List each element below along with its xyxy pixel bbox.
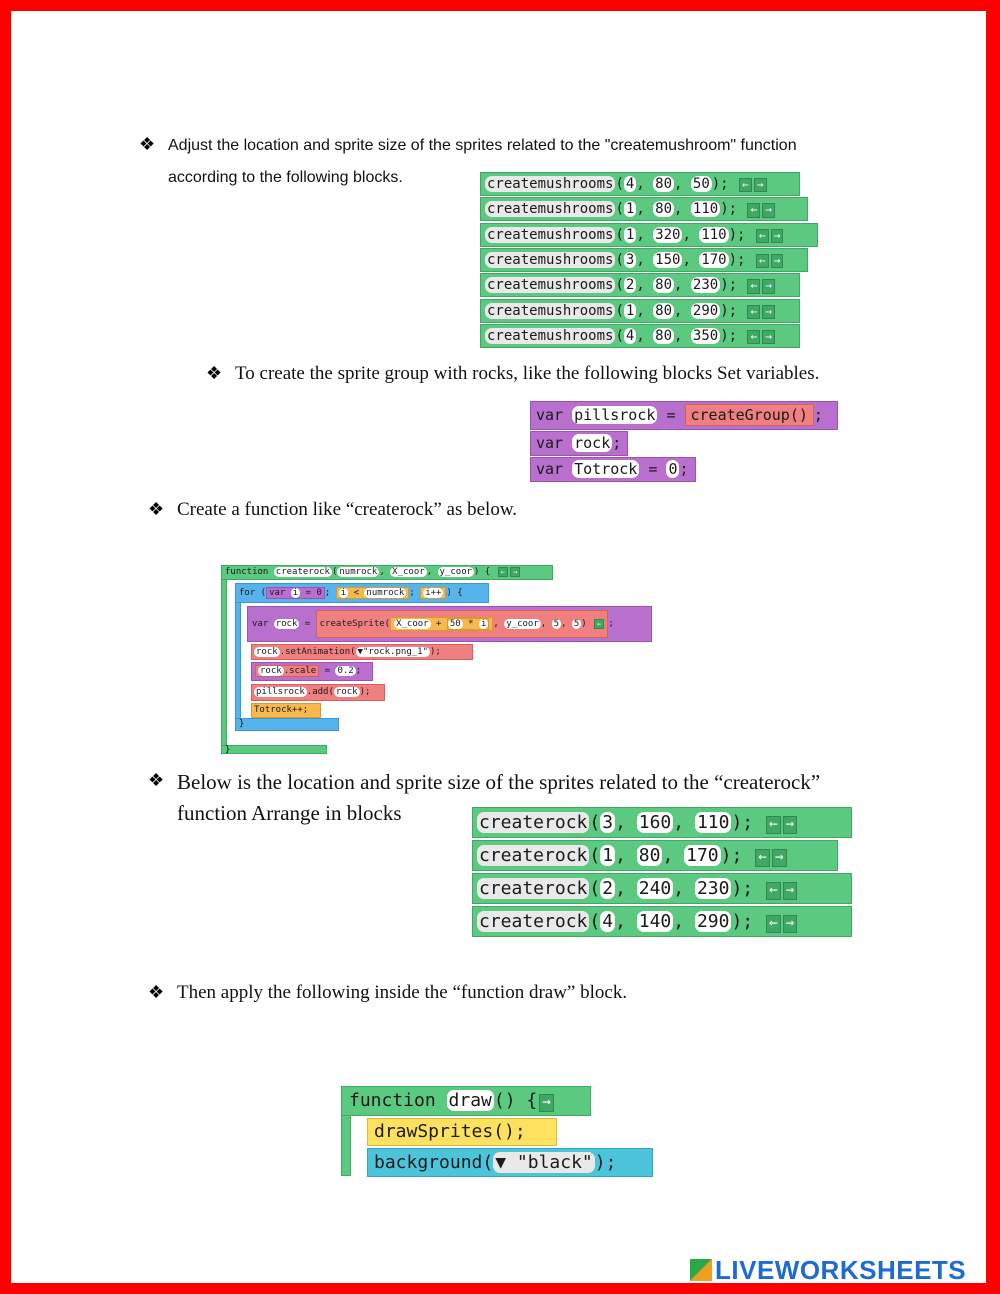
arrow-left-icon[interactable]: ← <box>766 882 781 900</box>
section-2-text: To create the sprite group with rocks, like the following blocks Set variables. <box>235 363 820 384</box>
set-animation-block[interactable]: rock .setAnimation( ▼"rock.png_1" ); <box>251 644 473 660</box>
arrow-right-icon[interactable]: → <box>783 915 798 933</box>
arrow-left-icon[interactable]: ← <box>766 915 781 933</box>
arrow-right-icon[interactable]: → <box>754 178 767 192</box>
arrow-left-icon[interactable]: ← <box>739 178 752 192</box>
call-block[interactable]: createmushrooms ( 2 , 80 , 230 ); ← → <box>480 273 800 297</box>
arrow-left-icon[interactable]: ← <box>747 203 760 217</box>
call-block[interactable]: createmushrooms ( 1 , 320 , 110 ); ← → <box>480 223 818 247</box>
call-block[interactable]: createmushrooms ( 1 , 80 , 290 ); ← → <box>480 299 800 323</box>
var-name-pill: rock <box>574 434 611 452</box>
var-name-pill: Totrock <box>574 460 638 478</box>
call-block[interactable]: createmushrooms ( 3 , 150 , 170 ); ← → <box>480 248 808 272</box>
call-block[interactable]: createrock ( 1 , 80 , 170 ); ← → <box>472 840 838 871</box>
var-totrock-block[interactable]: var Totrock = 0 ; <box>530 457 696 482</box>
call-block[interactable]: createmushrooms ( 4 , 80 , 50 ); ← → <box>480 172 800 196</box>
section-1-text-2: according to the following blocks. <box>168 169 403 186</box>
section-1-text: Adjust the location and sprite size of the sprites related to the "createmushroom" function <box>168 137 797 154</box>
create-group-block[interactable]: createGroup() <box>685 404 814 426</box>
arrow-right-icon[interactable]: → <box>762 203 775 217</box>
for-close-block: } <box>235 718 339 731</box>
call-block[interactable]: createrock ( 3 , 160 , 110 ); ← → <box>472 807 852 838</box>
arrow-right-icon[interactable]: → <box>771 254 784 268</box>
draw-function-blocks <box>333 1078 663 1178</box>
arrow-left-icon[interactable]: ← <box>755 849 770 867</box>
liveworksheets-logo: LIVEWORKSHEETS <box>690 1255 966 1286</box>
bullet-icon: ❖ <box>139 134 156 154</box>
arrow-left-icon[interactable]: ← <box>747 305 760 319</box>
var-rock-createsprite-block[interactable]: var rock = createSprite( X_coor + 50 * i , y_coor , 5 , 5 ) ← ; <box>247 606 652 642</box>
arrow-left-icon[interactable]: ← <box>756 254 769 268</box>
arrow-right-icon[interactable]: → <box>771 229 784 243</box>
var-rock-block[interactable]: var rock ; <box>530 431 628 456</box>
function-close-block: } <box>221 745 327 754</box>
background-block[interactable]: background( ▼ "black" ); <box>367 1148 653 1177</box>
section-4-text: Below is the location and sprite size of the sprites related to the “createrock” <box>177 770 821 794</box>
arrow-right-icon[interactable]: → <box>762 279 775 293</box>
section-3-text: Create a function like “createrock” as below. <box>177 499 518 520</box>
call-block[interactable]: createrock ( 4 , 140 , 290 ); ← → <box>472 906 852 937</box>
function-header-block[interactable]: function createrock ( numrock , X_coor , y_coor ) { ← → <box>221 565 553 580</box>
bullet-icon: ❖ <box>148 770 165 790</box>
call-block[interactable]: createrock ( 2 , 240 , 230 ); ← → <box>472 873 852 904</box>
arrow-right-icon[interactable]: → <box>783 882 798 900</box>
arrow-right-icon[interactable]: → <box>762 330 775 344</box>
section-5-text: Then apply the following inside the “function draw” block. <box>177 982 628 1003</box>
arrow-left-icon[interactable]: ← <box>747 279 760 293</box>
for-loop-block[interactable]: for ( var i = 0 ; i < numrock ; i++ ) { <box>235 583 489 603</box>
call-block[interactable]: createmushrooms ( 1 , 80 , 110 ); ← → <box>480 197 808 221</box>
arrow-right-icon[interactable]: → <box>772 849 787 867</box>
createrock-function-blocks <box>221 565 661 755</box>
arrow-right-icon[interactable]: → <box>783 816 798 834</box>
var-pillsrock-block[interactable]: var pillsrock = createGroup() ; <box>530 401 838 430</box>
arrow-left-icon[interactable]: ← <box>747 330 760 344</box>
var-name-pill: pillsrock <box>574 406 656 424</box>
bullet-icon: ❖ <box>148 499 165 519</box>
bullet-icon: ❖ <box>148 982 165 1002</box>
arrow-right-icon[interactable]: → <box>762 305 775 319</box>
for-body-rail <box>235 583 241 731</box>
draw-sprites-block[interactable]: drawSprites(); <box>367 1118 557 1146</box>
function-draw-header-block[interactable]: function draw () { → <box>341 1086 591 1116</box>
function-body-rail <box>221 565 227 753</box>
arrow-left-icon[interactable]: ← <box>756 229 769 243</box>
bullet-icon: ❖ <box>206 363 223 383</box>
liveworksheets-logo-icon <box>690 1259 712 1281</box>
pillsrock-add-block[interactable]: pillsrock .add( rock ); <box>251 684 385 701</box>
call-block[interactable]: createmushrooms ( 4 , 80 , 350 ); ← → <box>480 324 800 348</box>
rock-scale-block[interactable]: rock .scale = 0.2 ; <box>251 662 373 681</box>
totrock-increment-block[interactable]: Totrock++; <box>251 703 321 718</box>
arrow-left-icon[interactable]: ← <box>766 816 781 834</box>
section-4-text-2: function Arrange in blocks <box>177 801 402 825</box>
